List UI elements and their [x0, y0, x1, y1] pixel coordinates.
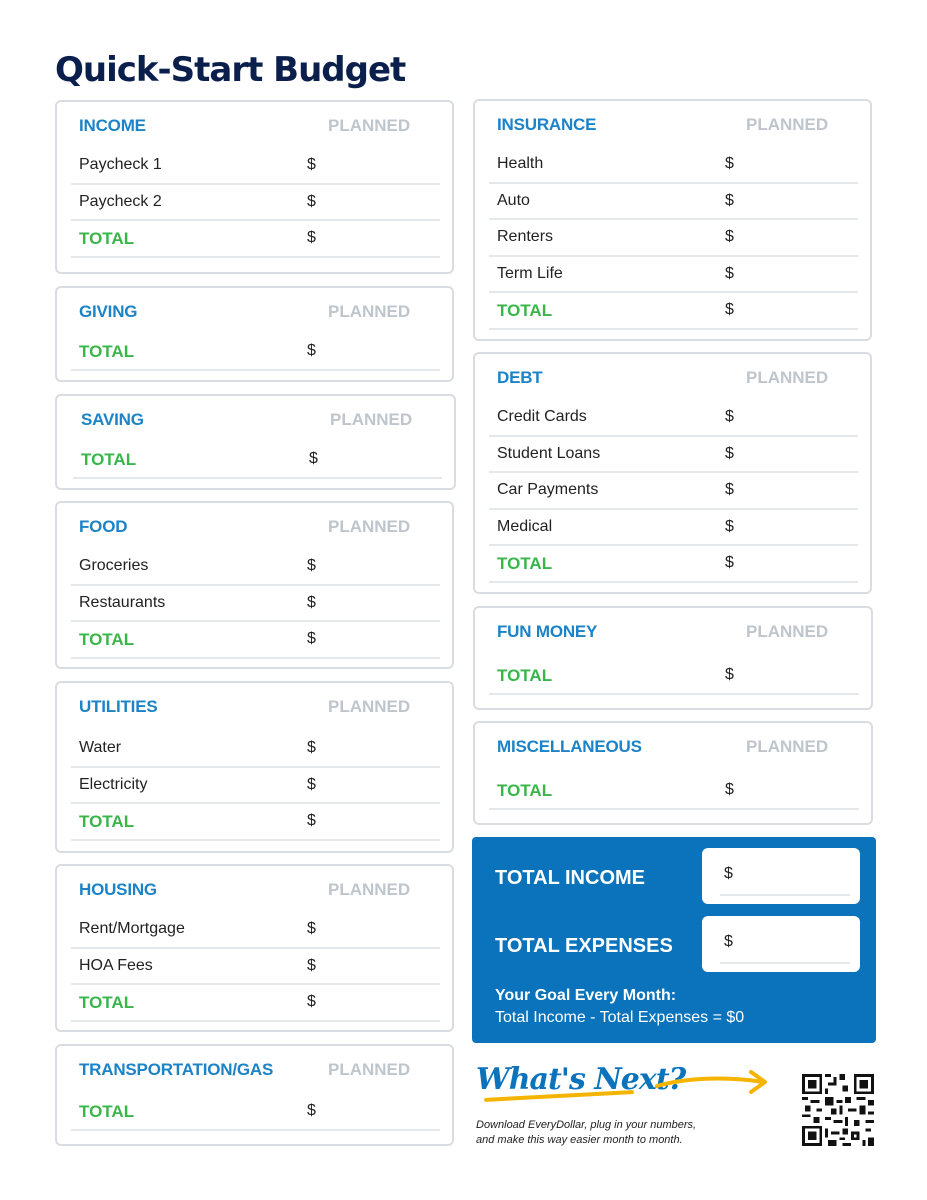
total-amount-field[interactable]: $: [307, 812, 316, 829]
total-label: TOTAL: [79, 630, 135, 649]
total-label: TOTAL: [81, 450, 137, 469]
summary-panel: [472, 837, 876, 1043]
income-card: [55, 100, 454, 274]
line-item-row[interactable]: [71, 586, 440, 623]
total-label: TOTAL: [497, 554, 553, 573]
planned-header: PLANNED: [328, 1060, 411, 1079]
goal-heading: Your Goal Every Month:: [495, 987, 677, 1004]
planned-header: PLANNED: [330, 410, 413, 429]
line-item-label: Car Payments: [497, 481, 599, 498]
total-label: TOTAL: [497, 666, 553, 685]
total-income-label: TOTAL INCOME: [495, 867, 645, 889]
giving-card: [55, 286, 454, 382]
transportation-card: [55, 1044, 454, 1146]
total-label: TOTAL: [497, 301, 553, 320]
planned-header: PLANNED: [746, 115, 829, 134]
housing-card: [55, 864, 454, 1032]
planned-header: PLANNED: [328, 880, 411, 899]
category-title: SAVING: [81, 410, 144, 429]
total-expenses-label: TOTAL EXPENSES: [495, 935, 673, 957]
line-item-row[interactable]: [71, 148, 440, 185]
total-row[interactable]: [71, 622, 440, 659]
total-amount-field[interactable]: $: [725, 301, 734, 318]
total-amount-field[interactable]: $: [307, 229, 316, 246]
amount-field[interactable]: $: [725, 155, 734, 172]
line-item-row[interactable]: [71, 731, 440, 768]
total-income-underline: [720, 894, 850, 896]
amount-field[interactable]: $: [307, 593, 316, 611]
total-expenses-field[interactable]: [702, 916, 860, 972]
total-amount-field[interactable]: $: [309, 450, 318, 467]
qr-code-icon[interactable]: [802, 1074, 874, 1146]
amount-field[interactable]: $: [307, 739, 316, 756]
total-amount-field[interactable]: $: [307, 1102, 316, 1119]
line-item-label: Water: [79, 739, 122, 756]
line-item-label: Rent/Mortgage: [79, 920, 185, 937]
total-amount-field[interactable]: $: [307, 630, 316, 647]
line-item-label: Paycheck 1: [79, 156, 162, 173]
utilities-card: [55, 681, 454, 853]
amount-field[interactable]: $: [725, 481, 734, 498]
line-item-label: Renters: [497, 228, 554, 245]
amount-field[interactable]: $: [725, 264, 734, 282]
total-row[interactable]: [489, 546, 858, 583]
amount-field[interactable]: $: [307, 156, 316, 173]
line-item-label: Paycheck 2: [79, 192, 162, 210]
line-item-label: Groceries: [79, 557, 149, 574]
total-row[interactable]: [489, 658, 859, 695]
planned-header: PLANNED: [746, 737, 829, 756]
whats-next-line-1: Download EveryDollar, plug in your numbers,: [476, 1119, 697, 1131]
line-item-row[interactable]: [71, 949, 440, 986]
category-title: FOOD: [79, 517, 128, 536]
amount-field[interactable]: $: [307, 192, 316, 210]
page-title: Quick-Start Budget: [55, 50, 406, 90]
total-expenses-currency: $: [724, 933, 733, 950]
total-label: TOTAL: [79, 812, 135, 831]
amount-field[interactable]: $: [725, 408, 734, 425]
insurance-card: [473, 99, 872, 341]
total-row[interactable]: [73, 442, 442, 479]
line-item-label: HOA Fees: [79, 956, 153, 974]
total-amount-field[interactable]: $: [307, 342, 316, 359]
planned-header: PLANNED: [746, 622, 829, 641]
total-row[interactable]: [71, 1094, 440, 1131]
line-item-row[interactable]: [489, 257, 858, 294]
category-title: INCOME: [79, 116, 146, 135]
line-item-label: Term Life: [497, 264, 563, 282]
line-item-label: Health: [497, 155, 544, 172]
total-row[interactable]: [71, 985, 440, 1022]
amount-field[interactable]: $: [307, 775, 316, 793]
amount-field[interactable]: $: [725, 517, 734, 535]
whats-next-title: What's Next?: [476, 1062, 686, 1097]
line-item-row[interactable]: [71, 912, 440, 949]
line-item-row[interactable]: [489, 184, 858, 221]
line-item-label: Credit Cards: [497, 408, 587, 425]
category-title: INSURANCE: [497, 115, 597, 134]
food-card: [55, 501, 454, 669]
category-title: UTILITIES: [79, 697, 158, 716]
line-item-row[interactable]: [489, 400, 858, 437]
category-title: DEBT: [497, 368, 543, 387]
total-row[interactable]: [489, 293, 858, 330]
category-title: TRANSPORTATION/GAS: [79, 1060, 274, 1079]
total-label: TOTAL: [79, 229, 135, 248]
total-label: TOTAL: [79, 342, 135, 361]
saving-card: [55, 394, 456, 490]
total-amount-field[interactable]: $: [307, 993, 316, 1010]
goal-equation: Total Income - Total Expenses = $0: [495, 1009, 745, 1026]
line-item-row[interactable]: [71, 768, 440, 805]
total-amount-field[interactable]: $: [725, 554, 734, 571]
total-row[interactable]: [71, 334, 440, 371]
category-title: GIVING: [79, 302, 138, 321]
total-label: TOTAL: [79, 993, 135, 1012]
line-item-row[interactable]: [71, 185, 440, 222]
total-income-currency: $: [724, 865, 733, 882]
line-item-row[interactable]: [489, 473, 858, 510]
total-amount-field[interactable]: $: [725, 781, 734, 798]
total-row[interactable]: [489, 773, 859, 810]
debt-card: [473, 352, 872, 594]
amount-field[interactable]: $: [725, 228, 734, 245]
line-item-label: Auto: [497, 191, 530, 209]
planned-header: PLANNED: [328, 697, 411, 716]
amount-field[interactable]: $: [725, 444, 734, 462]
total-label: TOTAL: [497, 781, 553, 800]
line-item-row[interactable]: [489, 147, 858, 184]
total-expenses-underline: [720, 962, 850, 964]
amount-field[interactable]: $: [725, 191, 734, 209]
line-item-row[interactable]: [489, 510, 858, 547]
miscellaneous-card: [473, 721, 873, 825]
whats-next-line-2: and make this way easier month to month.: [476, 1134, 683, 1146]
total-row[interactable]: [71, 804, 440, 841]
line-item-row[interactable]: [489, 437, 858, 474]
category-title: HOUSING: [79, 880, 157, 899]
line-item-label: Restaurants: [79, 593, 166, 611]
total-amount-field[interactable]: $: [725, 666, 734, 683]
planned-header: PLANNED: [746, 368, 829, 387]
amount-field[interactable]: $: [307, 920, 316, 937]
line-item-label: Electricity: [79, 775, 148, 793]
category-title: FUN MONEY: [497, 622, 598, 641]
amount-field[interactable]: $: [307, 557, 316, 574]
category-title: MISCELLANEOUS: [497, 737, 642, 756]
line-item-row[interactable]: [489, 220, 858, 257]
fun-money-card: [473, 606, 873, 710]
planned-header: PLANNED: [328, 302, 411, 321]
total-income-field[interactable]: [702, 848, 860, 904]
planned-header: PLANNED: [328, 517, 411, 536]
amount-field[interactable]: $: [307, 956, 316, 974]
line-item-label: Student Loans: [497, 444, 601, 462]
arrow-right-icon: [655, 1068, 771, 1098]
whats-next-text: [476, 1118, 736, 1148]
planned-header: PLANNED: [328, 116, 411, 135]
total-row[interactable]: [71, 221, 440, 258]
total-label: TOTAL: [79, 1102, 135, 1121]
line-item-label: Medical: [497, 517, 553, 535]
line-item-row[interactable]: [71, 549, 440, 586]
